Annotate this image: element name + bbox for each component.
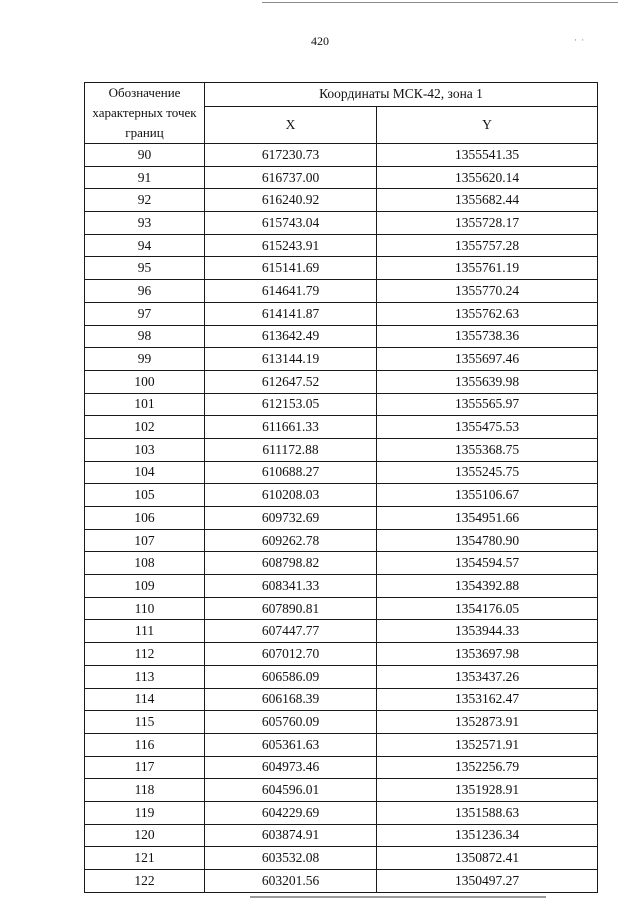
table-row <box>85 484 598 507</box>
coordinates-table <box>84 82 598 893</box>
table-row <box>85 779 598 802</box>
x-coordinate-cell: 603532.08 <box>205 847 377 870</box>
x-coordinate-cell: 615141.69 <box>205 257 377 280</box>
table-row <box>85 234 598 257</box>
table-row <box>85 552 598 575</box>
y-coordinate-cell: 1355761.19 <box>377 257 598 280</box>
y-coordinate-cell: 1355682.44 <box>377 189 598 212</box>
x-coordinate-cell: 614641.79 <box>205 280 377 303</box>
y-coordinate-cell: 1351928.91 <box>377 779 598 802</box>
table-row <box>85 280 598 303</box>
point-cell: 110 <box>85 597 205 620</box>
point-cell: 106 <box>85 507 205 530</box>
point-cell: 94 <box>85 234 205 257</box>
table-row <box>85 257 598 280</box>
table-header <box>85 83 598 144</box>
y-coordinate-cell: 1355639.98 <box>377 370 598 393</box>
x-coordinate-cell: 611661.33 <box>205 416 377 439</box>
table-body <box>85 144 598 893</box>
table-row <box>85 393 598 416</box>
y-coordinate-cell: 1355368.75 <box>377 438 598 461</box>
point-cell: 98 <box>85 325 205 348</box>
y-coordinate-cell: 1354951.66 <box>377 507 598 530</box>
y-coordinate-cell: 1353944.33 <box>377 620 598 643</box>
point-cell: 99 <box>85 348 205 371</box>
x-coordinate-cell: 611172.88 <box>205 438 377 461</box>
y-coordinate-cell: 1355762.63 <box>377 302 598 325</box>
point-cell: 102 <box>85 416 205 439</box>
point-cell: 119 <box>85 801 205 824</box>
table-row <box>85 302 598 325</box>
y-coordinate-cell: 1355245.75 <box>377 461 598 484</box>
table-row <box>85 461 598 484</box>
point-cell: 92 <box>85 189 205 212</box>
x-coordinate-cell: 610688.27 <box>205 461 377 484</box>
point-cell: 111 <box>85 620 205 643</box>
y-coordinate-cell: 1350872.41 <box>377 847 598 870</box>
page-number: 420 <box>311 34 329 48</box>
x-coordinate-cell: 604973.46 <box>205 756 377 779</box>
x-coordinate-cell: 612153.05 <box>205 393 377 416</box>
point-cell: 116 <box>85 733 205 756</box>
table-row <box>85 166 598 189</box>
table-row <box>85 416 598 439</box>
y-coordinate-cell: 1355697.46 <box>377 348 598 371</box>
table-row <box>85 870 598 893</box>
point-cell: 96 <box>85 280 205 303</box>
point-cell: 104 <box>85 461 205 484</box>
x-coordinate-cell: 613642.49 <box>205 325 377 348</box>
bottom-scan-rule <box>250 896 546 898</box>
y-coordinate-cell: 1350497.27 <box>377 870 598 893</box>
table-row <box>85 620 598 643</box>
x-coordinate-cell: 615243.91 <box>205 234 377 257</box>
x-coordinate-cell: 612647.52 <box>205 370 377 393</box>
x-coordinate-cell: 603874.91 <box>205 824 377 847</box>
y-coordinate-cell: 1352256.79 <box>377 756 598 779</box>
y-coordinate-cell: 1355770.24 <box>377 280 598 303</box>
table-row <box>85 756 598 779</box>
point-cell: 112 <box>85 643 205 666</box>
y-coordinate-cell: 1353697.98 <box>377 643 598 666</box>
point-cell: 117 <box>85 756 205 779</box>
y-coordinate-cell: 1354594.57 <box>377 552 598 575</box>
table-row <box>85 643 598 666</box>
x-coordinate-cell: 607447.77 <box>205 620 377 643</box>
x-coordinate-cell: 604596.01 <box>205 779 377 802</box>
y-coordinate-cell: 1355728.17 <box>377 212 598 235</box>
y-coordinate-cell: 1355541.35 <box>377 144 598 167</box>
point-cell: 122 <box>85 870 205 893</box>
x-coordinate-cell: 605760.09 <box>205 711 377 734</box>
x-coordinate-cell: 604229.69 <box>205 801 377 824</box>
x-column-header: X <box>205 106 377 143</box>
point-cell: 93 <box>85 212 205 235</box>
x-coordinate-cell: 608341.33 <box>205 575 377 598</box>
x-coordinate-cell: 606168.39 <box>205 688 377 711</box>
point-cell: 100 <box>85 370 205 393</box>
table-row <box>85 212 598 235</box>
table-row <box>85 370 598 393</box>
table-row <box>85 688 598 711</box>
table-row <box>85 824 598 847</box>
point-cell: 108 <box>85 552 205 575</box>
x-coordinate-cell: 617230.73 <box>205 144 377 167</box>
x-coordinate-cell: 616240.92 <box>205 189 377 212</box>
table-row <box>85 529 598 552</box>
table-row <box>85 189 598 212</box>
y-coordinate-cell: 1351236.34 <box>377 824 598 847</box>
point-cell: 95 <box>85 257 205 280</box>
table-row <box>85 438 598 461</box>
x-coordinate-cell: 614141.87 <box>205 302 377 325</box>
point-cell: 118 <box>85 779 205 802</box>
y-coordinate-cell: 1355106.67 <box>377 484 598 507</box>
point-cell: 97 <box>85 302 205 325</box>
x-coordinate-cell: 607890.81 <box>205 597 377 620</box>
y-coordinate-cell: 1355757.28 <box>377 234 598 257</box>
x-coordinate-cell: 609732.69 <box>205 507 377 530</box>
table-row <box>85 665 598 688</box>
table-row <box>85 348 598 371</box>
table-row <box>85 847 598 870</box>
x-coordinate-cell: 606586.09 <box>205 665 377 688</box>
y-coordinate-cell: 1355565.97 <box>377 393 598 416</box>
point-cell: 103 <box>85 438 205 461</box>
y-coordinate-cell: 1352571.91 <box>377 733 598 756</box>
coordinate-system-header: Координаты МСК-42, зона 1 <box>205 83 598 107</box>
table-row <box>85 144 598 167</box>
table-row <box>85 325 598 348</box>
point-cell: 115 <box>85 711 205 734</box>
point-cell: 107 <box>85 529 205 552</box>
y-coordinate-cell: 1354392.88 <box>377 575 598 598</box>
x-coordinate-cell: 609262.78 <box>205 529 377 552</box>
point-cell: 120 <box>85 824 205 847</box>
table-row <box>85 711 598 734</box>
x-coordinate-cell: 605361.63 <box>205 733 377 756</box>
table-row <box>85 575 598 598</box>
y-coordinate-cell: 1355620.14 <box>377 166 598 189</box>
table-row <box>85 507 598 530</box>
y-coordinate-cell: 1355475.53 <box>377 416 598 439</box>
point-cell: 91 <box>85 166 205 189</box>
point-cell: 121 <box>85 847 205 870</box>
point-cell: 101 <box>85 393 205 416</box>
y-coordinate-cell: 1352873.91 <box>377 711 598 734</box>
y-coordinate-cell: 1353437.26 <box>377 665 598 688</box>
point-cell: 114 <box>85 688 205 711</box>
y-coordinate-cell: 1355738.36 <box>377 325 598 348</box>
x-coordinate-cell: 613144.19 <box>205 348 377 371</box>
top-scan-rule <box>262 2 618 3</box>
y-coordinate-cell: 1354780.90 <box>377 529 598 552</box>
corner-mark: · · <box>574 35 586 45</box>
x-coordinate-cell: 608798.82 <box>205 552 377 575</box>
x-coordinate-cell: 616737.00 <box>205 166 377 189</box>
point-designation-header: Обозначение характерных точек границ <box>85 83 205 144</box>
y-coordinate-cell: 1351588.63 <box>377 801 598 824</box>
y-coordinate-cell: 1354176.05 <box>377 597 598 620</box>
table-row <box>85 733 598 756</box>
x-coordinate-cell: 603201.56 <box>205 870 377 893</box>
point-cell: 109 <box>85 575 205 598</box>
x-coordinate-cell: 610208.03 <box>205 484 377 507</box>
table-row <box>85 597 598 620</box>
y-coordinate-cell: 1353162.47 <box>377 688 598 711</box>
y-column-header: Y <box>377 106 598 143</box>
point-cell: 105 <box>85 484 205 507</box>
point-cell: 113 <box>85 665 205 688</box>
table-row <box>85 801 598 824</box>
x-coordinate-cell: 607012.70 <box>205 643 377 666</box>
point-cell: 90 <box>85 144 205 167</box>
x-coordinate-cell: 615743.04 <box>205 212 377 235</box>
